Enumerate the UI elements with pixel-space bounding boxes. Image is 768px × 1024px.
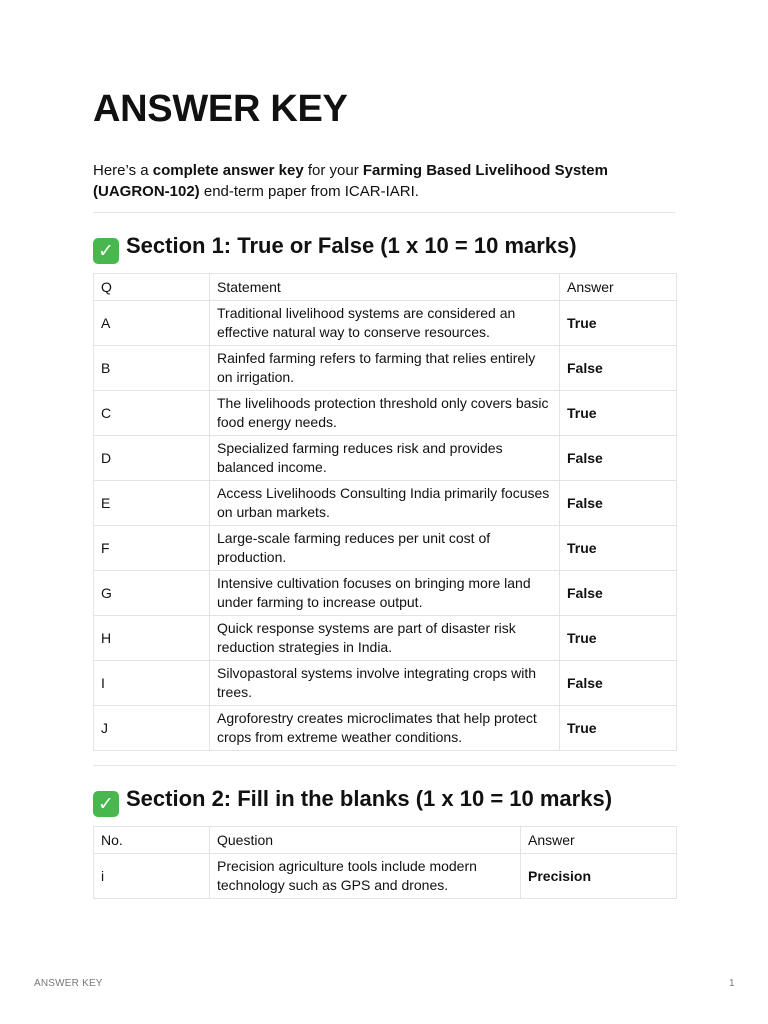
table-row (94, 481, 677, 526)
statement: The livelihoods protection threshold only covers basic food energy needs. (210, 391, 560, 436)
table-header-row (94, 274, 677, 301)
statement: Rainfed farming refers to farming that relies entirely on irrigation. (210, 346, 560, 391)
table-row (94, 854, 677, 899)
column-header-question: Question (210, 827, 521, 854)
question: Precision agriculture tools include modern technology such as GPS and drones. (210, 854, 521, 899)
question-id: B (94, 346, 210, 391)
answer: True (560, 391, 677, 436)
column-header-answer: Answer (560, 274, 677, 301)
statement: Traditional livelihood systems are considered an effective natural way to conserve resources. (210, 301, 560, 346)
table-row (94, 301, 677, 346)
table-row (94, 346, 677, 391)
statement: Specialized farming reduces risk and provides balanced income. (210, 436, 560, 481)
check-mark-icon: ✓ (93, 791, 119, 817)
answer: False (560, 571, 677, 616)
question-id: I (94, 661, 210, 706)
intro-emphasis-answer-key: complete answer key (152, 162, 304, 179)
question-id: G (94, 571, 210, 616)
statement: Intensive cultivation focuses on bringing more land under farming to increase output. (210, 571, 560, 616)
intro-text-middle: for your (303, 162, 363, 179)
answer: True (560, 706, 677, 751)
answer: True (560, 526, 677, 571)
fill-in-blanks-table (93, 826, 677, 899)
statement: Large-scale farming reduces per unit cost of production. (210, 526, 560, 571)
answer: False (560, 661, 677, 706)
table-row (94, 526, 677, 571)
section-1-heading (93, 231, 577, 264)
table-row (94, 706, 677, 751)
question-id: C (94, 391, 210, 436)
question-id: D (94, 436, 210, 481)
section-1-title: Section 1: True or False (1 x 10 = 10 marks) (126, 233, 577, 258)
statement: Access Livelihoods Consulting India primarily focuses on urban markets. (210, 481, 560, 526)
true-false-table (93, 273, 677, 751)
footer-title: ANSWER KEY (34, 978, 103, 989)
section-2-heading (93, 784, 612, 817)
page-number: 1 (729, 978, 735, 989)
intro-text-end: end-term paper from ICAR-IARI. (199, 183, 419, 200)
intro-text-start: Here’s a (93, 162, 153, 179)
column-header-answer: Answer (521, 827, 677, 854)
check-mark-icon: ✓ (93, 238, 119, 264)
table-row (94, 436, 677, 481)
answer: False (560, 436, 677, 481)
statement: Silvopastoral systems involve integrating crops with trees. (210, 661, 560, 706)
question-id: F (94, 526, 210, 571)
answer: False (560, 481, 677, 526)
table-header-row (94, 827, 677, 854)
question-id: E (94, 481, 210, 526)
question-id: J (94, 706, 210, 751)
answer: Precision (521, 854, 677, 899)
section-2-title: Section 2: Fill in the blanks (1 x 10 = 10 marks) (126, 786, 613, 811)
table-row (94, 616, 677, 661)
question-id: A (94, 301, 210, 346)
page-title: ANSWER KEY (93, 88, 348, 130)
answer: False (560, 346, 677, 391)
table-row (94, 661, 677, 706)
divider (93, 212, 676, 213)
column-header-q: Q (94, 274, 210, 301)
table-row (94, 391, 677, 436)
question-number: i (94, 854, 210, 899)
statement: Quick response systems are part of disaster risk reduction strategies in India. (210, 616, 560, 661)
column-header-no: No. (94, 827, 210, 854)
statement: Agroforestry creates microclimates that help protect crops from extreme weather conditions. (210, 706, 560, 751)
answer: True (560, 616, 677, 661)
column-header-statement: Statement (210, 274, 560, 301)
intro-paragraph (93, 160, 676, 202)
intro-emphasis-course: Farming Based Livelihood System (UAGRON-102) (93, 162, 608, 200)
question-id: H (94, 616, 210, 661)
divider (93, 765, 676, 766)
answer: True (560, 301, 677, 346)
table-row (94, 571, 677, 616)
